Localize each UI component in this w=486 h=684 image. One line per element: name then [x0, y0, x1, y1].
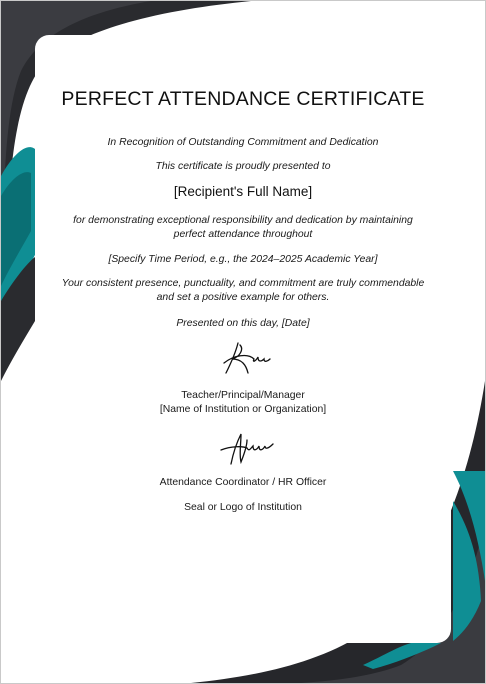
presented-on-date: Presented on this day, [Date]	[176, 318, 310, 329]
signature-image-1	[218, 339, 272, 377]
certificate-card	[35, 35, 451, 643]
time-period: [Specify Time Period, e.g., the 2024–2025 Academic Year]	[108, 254, 378, 265]
recognition-line: In Recognition of Outstanding Commitment and Dedication	[107, 137, 379, 148]
certificate-title: PERFECT ATTENDANCE CERTIFICATE	[61, 88, 425, 110]
recipient-name: [Recipient's Full Name]	[173, 184, 313, 199]
signatory-2-role: Attendance Coordinator / HR Officer	[159, 477, 327, 488]
signatory-1-role: Teacher/Principal/Manager	[181, 390, 305, 401]
seal-placeholder: Seal or Logo of Institution	[184, 502, 302, 513]
praise-line-2: and set a positive example for others.	[156, 292, 330, 303]
reason-line-2: perfect attendance throughout	[173, 229, 313, 240]
presented-to-line: This certificate is proudly presented to	[155, 161, 331, 172]
reason-line-1: for demonstrating exceptional responsibility and dedication by maintaining	[73, 215, 413, 226]
signature-image-2	[217, 430, 277, 468]
signatory-1-organization: [Name of Institution or Organization]	[159, 404, 327, 415]
praise-line-1: Your consistent presence, punctuality, and commitment are truly commendable	[61, 278, 425, 289]
